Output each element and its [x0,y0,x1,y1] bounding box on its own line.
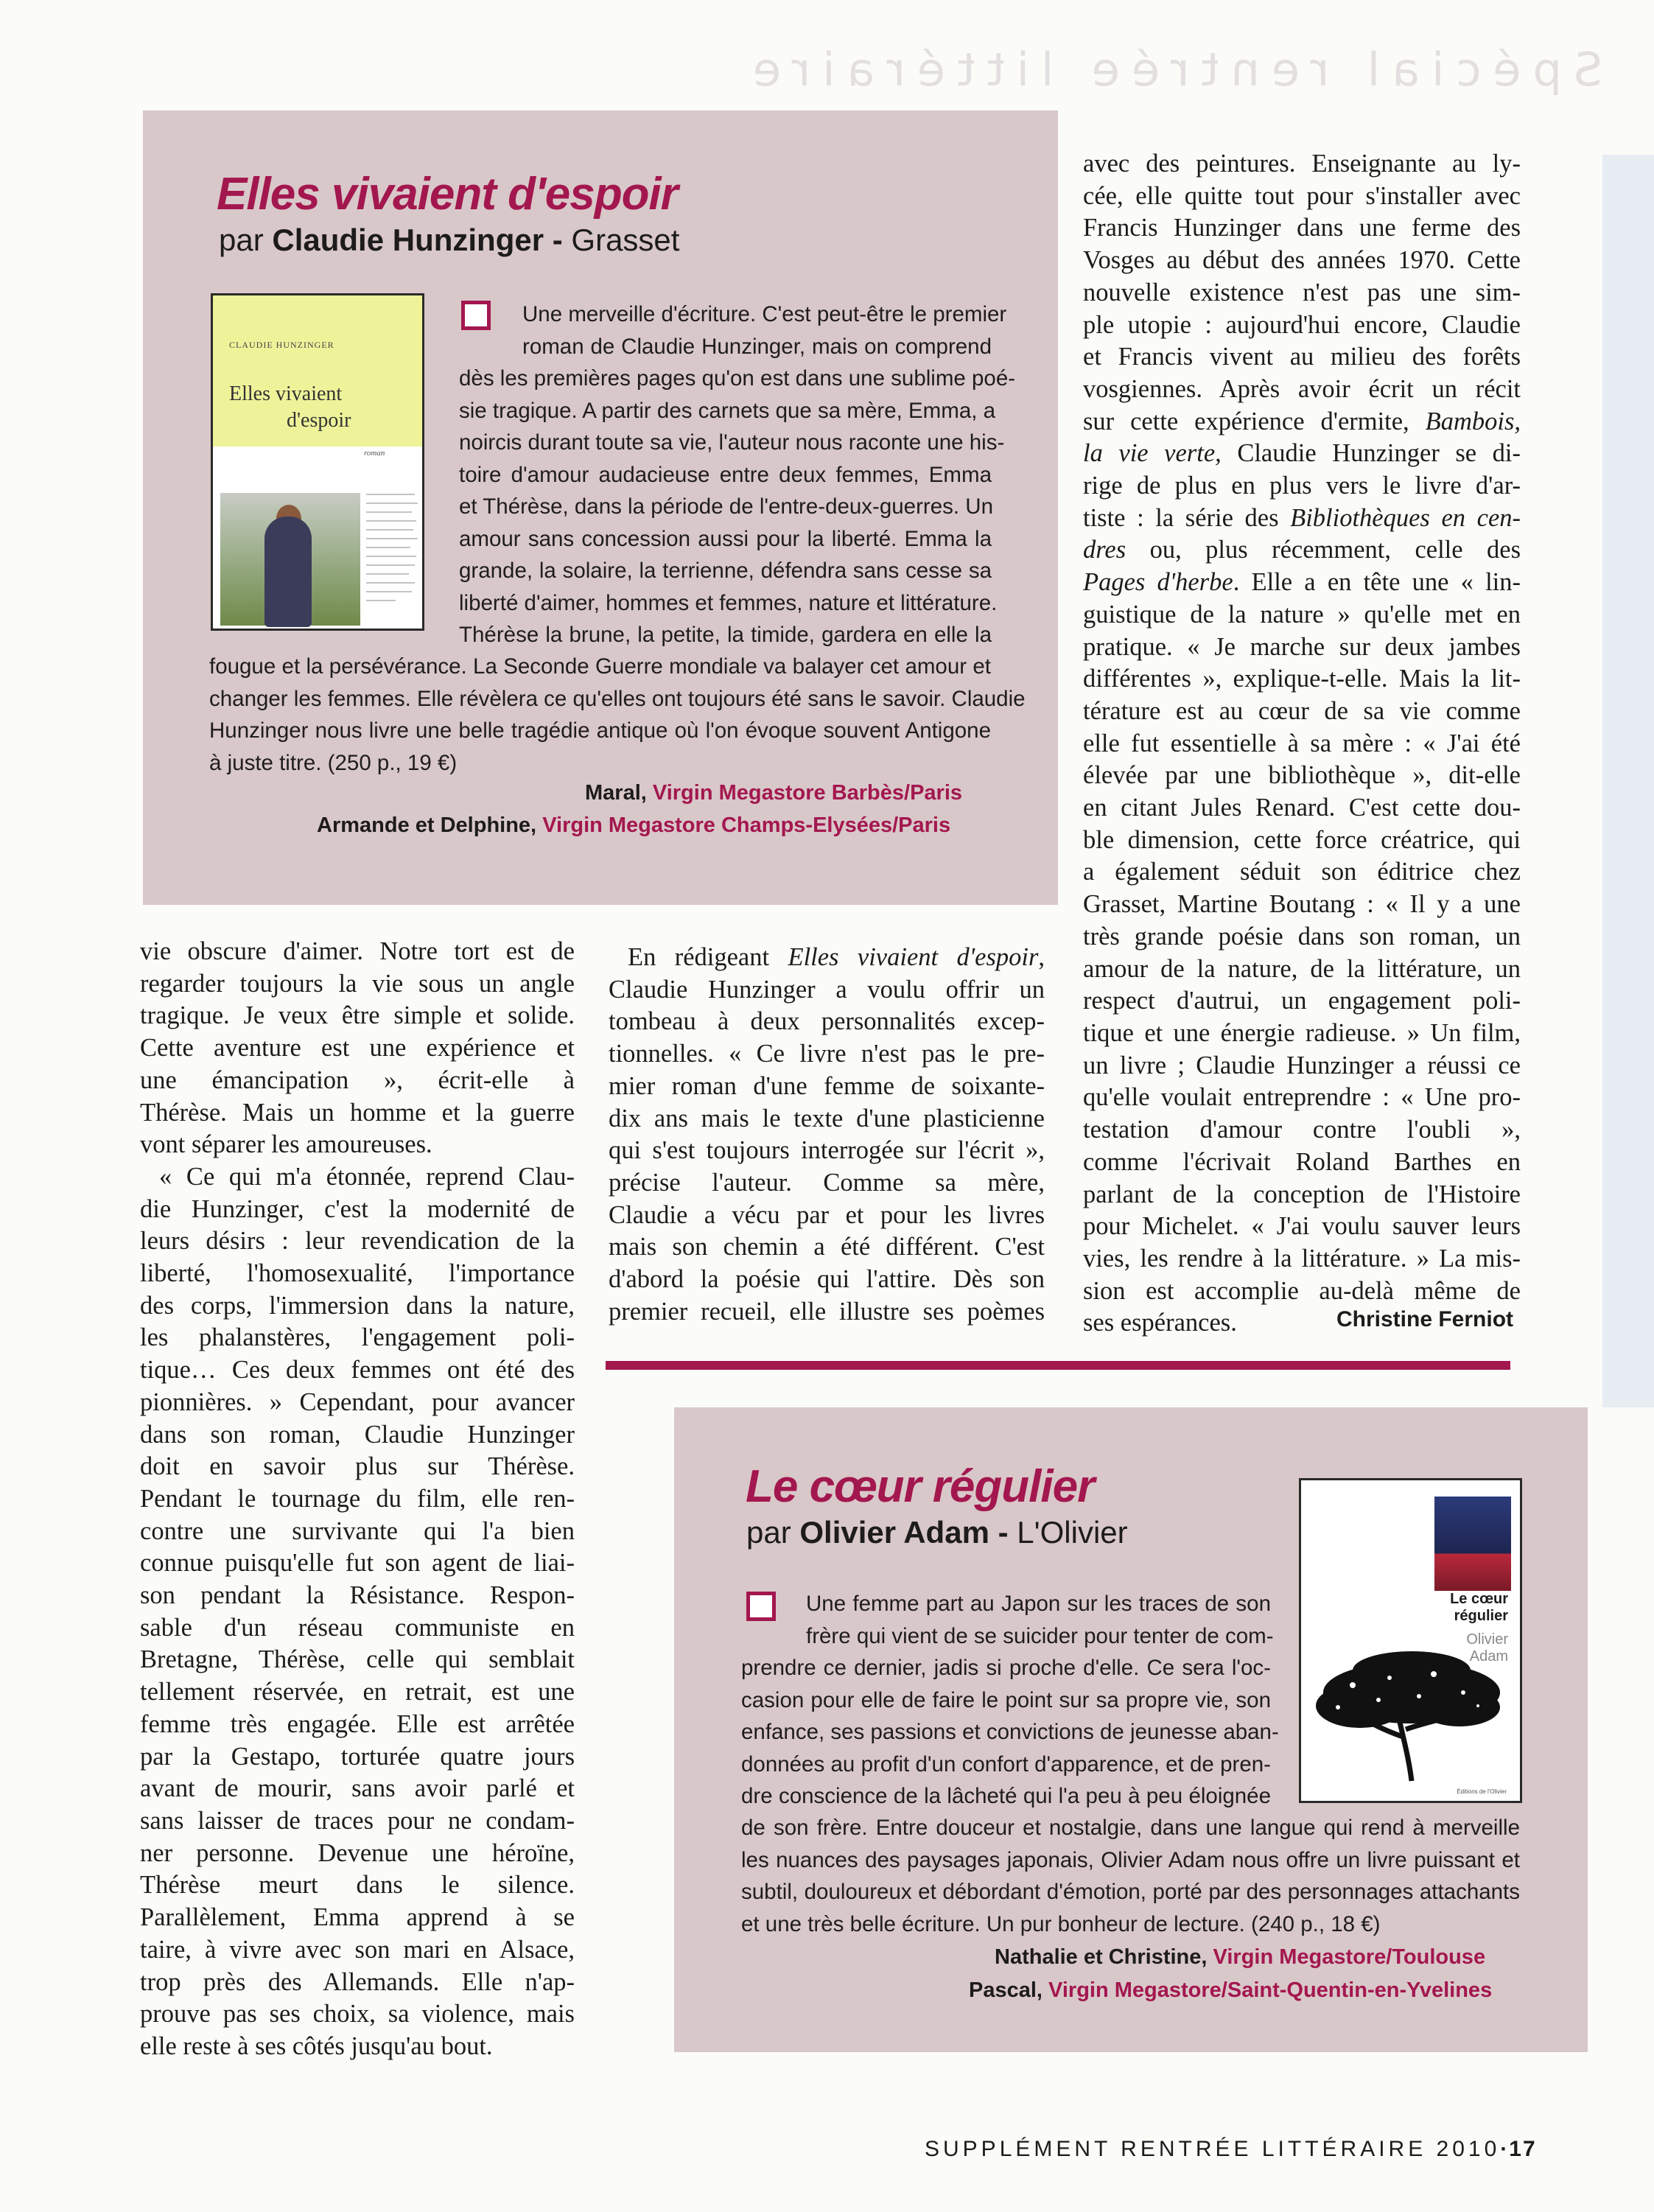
text-line: élevée par une bibliothèque », dit-elle [1083,761,1521,790]
review2-by: par [746,1515,791,1550]
review2-byline: par Olivier Adam - L'Olivier [746,1515,1128,1550]
text-line: liberté d'aimer, hommes et femmes, nature et littérature. [459,590,998,615]
review2-text-narrow [741,1588,1279,1813]
text-line: vie obscure d'aimer. Notre tort est de [140,937,575,965]
text-line: la vie verte, Claudie Hunzinger se di- [1083,439,1521,468]
text-line: tellement réservée, en retrait, est une [140,1678,575,1707]
text-line: testation d'amour contre l'oubli », [1083,1116,1521,1144]
review1-text-narrow [459,298,1016,651]
text-line: tique… Ces deux femmes ont été des [140,1356,575,1385]
review2-text-wide [741,1812,1520,1940]
text-line: Grasset, Martine Boutang : « Il y a une [1083,890,1521,919]
text-line: les phalanstères, l'engagement poli- [140,1323,575,1352]
text-line: ple utopie : aujourd'hui encore, Claudie [1083,310,1521,339]
book-cover-elles-vivaient [211,293,424,631]
text-line: fougue et la persévérance. La Seconde Guerre mondiale va balayer cet amour et [209,654,991,679]
review1-publisher: Grasset [571,223,680,257]
text-line: mais son chemin a été différent. C'est [609,1233,1045,1261]
text-line: amour de la nature, de la littérature, un [1083,954,1521,983]
text-line: tique et une énergie radieuse. » Un film, [1083,1018,1521,1047]
text-line: vosgiennes. Après avoir écrit un récit [1083,374,1521,403]
footer-separator: · [1500,2137,1510,2161]
cover2-title-line1: Le cœur [1450,1591,1508,1607]
review1-credit1-names: Maral, [585,781,647,805]
text-line: dès les premières pages qu'on est dans une sublime poé- [459,366,1016,391]
text-line: tionnelles. « Ce livre n'est pas le pre- [609,1040,1045,1068]
text-line: dans son roman, Claudie Hunzinger [140,1420,575,1449]
text-line: contre une survivante qui l'a bien [140,1516,575,1545]
text-line: d'abord la poésie qui l'attire. Dès son [609,1265,1045,1294]
text-line: sion est accomplie au-delà même de [1083,1276,1521,1305]
text-line: Thérèse la brune, la petite, la timide, gardera en elle la [459,623,992,647]
text-line: frère qui vient de se suicider pour tenter de com- [806,1623,1274,1648]
text-line: Une merveille d'écriture. C'est peut-être le premier [522,302,1007,326]
text-line: Vosges au début des années 1970. Cette [1083,246,1521,275]
text-line: son pendant la Résistance. Respon- [140,1581,575,1610]
text-line: Pages d'herbe. Elle a en tête une « lin- [1083,568,1521,597]
text-line: toire d'amour audacieuse entre deux femmes, Emma [459,462,992,487]
text-line: leurs désirs : leur revendication de la [140,1227,575,1256]
review2-author: Olivier Adam [799,1515,989,1550]
text-line: elle fut essentielle à sa mère : « J'ai été [1083,729,1521,757]
text-line: doit en savoir plus sur Thérèse. [140,1452,575,1481]
review2-title: Le cœur régulier [746,1461,1095,1512]
cover1-back-text [366,489,419,625]
cover2-author-line1: Olivier [1466,1631,1508,1648]
book-cover-le-coeur-regulier [1299,1478,1522,1803]
text-line: dres ou, plus récemment, celle des [1083,536,1521,564]
bleed-through-strip [1602,155,1654,1407]
text-line: comme l'écrivait Roland Barthes en [1083,1147,1521,1176]
review2-credit2-store: Virgin Megastore/Saint-Quentin-en-Yvelines [1048,1978,1493,2002]
text-line: prouve pas ses choix, sa violence, mais [140,2000,575,2029]
text-line: regarder toujours la vie sous un angle [140,969,575,998]
text-line: guistique de la nature » qu'elle met en [1083,600,1521,629]
text-line: elle reste à ses côtés jusqu'au bout. [140,2031,493,2060]
text-line: sur cette expérience d'ermite, Bambois, [1083,407,1521,435]
text-line: tombeau à deux personnalités excep- [609,1007,1045,1036]
text-line: a également séduit son éditrice chez [1083,858,1521,886]
text-line: casion pour elle de faire le point sur sa propre vie, son [741,1687,1271,1712]
text-line: changer les femmes. Elle révèlera ce qu'elles ont toujours été sans le savoir. Claudie [209,686,1026,711]
text-line: différentes », explique-t-elle. Mais la lit- [1083,665,1521,693]
cover1-title-line2: d'espoir [287,409,351,432]
text-line: tragique. Je veux être simple et solide. [140,1001,575,1030]
text-line: « Ce qui m'a étonnée, reprend Clau- [159,1162,575,1191]
text-line: dix ans mais le texte d'une plasticienne [609,1104,1045,1133]
text-line: tiste : la série des Bibliothèques en cen- [1083,503,1521,532]
review1-by: par [219,223,264,257]
text-line: En rédigeant Elles vivaient d'espoir, [628,943,1045,971]
text-line: vont séparer les amoureuses. [140,1130,432,1159]
review2-credit1-names: Nathalie et Christine, [995,1945,1208,1969]
text-line: ble dimension, cette force créatrice, qui [1083,825,1521,854]
text-line: sans laisser de traces pour ne condam- [140,1806,575,1835]
text-line: Thérèse meurt dans le silence. [140,1871,575,1900]
text-line: amour sans concession aussi pour la liberté. Emma la [459,526,992,551]
cover2-tree-illustration [1308,1648,1507,1788]
article-signature: Christine Ferniot [1336,1307,1514,1331]
text-line: mier roman d'une femme de soixante- [609,1071,1045,1100]
text-line: avec des peintures. Enseignante au ly- [1083,150,1521,178]
text-line: Hunzinger nous livre une belle tragédie antique où l'on évoque souvent Antigone [209,718,991,743]
text-line: et une très belle écriture. Un pur bonheur de lecture. (240 p., 18 €) [741,1911,1381,1936]
text-line: Une femme part au Japon sur les traces de son [806,1592,1271,1616]
text-line: ses espérances. [1083,1309,1237,1337]
review1-byline: par Claudie Hunzinger - Grasset [219,223,680,257]
text-line: une émancipation », écrit-elle à [140,1065,575,1094]
text-line: die Hunzinger, c'est la modernité de [140,1194,575,1223]
cover2-author-line2: Adam [1469,1648,1508,1665]
review1-credit-1 [585,781,962,805]
text-line: un livre ; Claudie Hunzinger a réussi ce [1083,1051,1521,1079]
text-line: grande, la solaire, la terrienne, défendra sans cesse sa [459,559,992,583]
text-line: taire, à vivre avec son mari en Alsace, [140,1935,575,1964]
ghost-header: Spécial rentrée littéraire [740,43,1602,97]
review1-credit1-store: Virgin Megastore Barbès/Paris [652,781,963,805]
section-divider [606,1361,1510,1370]
text-line: et Thérèse, dans la période de l'entre-deux-guerres. Un [459,494,993,519]
text-line: très grande poésie dans son roman, un [1083,922,1521,951]
text-line: pratique. « Je marche sur deux jambes [1083,632,1521,661]
review1-text-wide [209,651,1026,779]
text-line: pionnières. » Cependant, pour avancer [140,1387,575,1416]
cover1-author: CLAUDIE HUNZINGER [229,340,334,350]
cover2-photo [1434,1497,1511,1591]
text-line: Thérèse. Mais un homme et la guerre [140,1098,575,1127]
text-line: respect d'autrui, un engagement poli- [1083,987,1521,1015]
text-line: ner personne. Devenue une héroïne, [140,1838,575,1867]
footer-page-number: 17 [1509,2137,1537,2161]
text-line: subtil, douloureux et débordant d'émotion, porté par des personnages attachants [741,1880,1520,1904]
text-line: prendre ce dernier, jadis si proche d'elle. Ce sera l'oc- [741,1656,1271,1680]
article-column-left [140,936,575,2063]
text-line: térature est au cœur de sa vie comme [1083,696,1521,725]
text-line: parlant de la conception de l'Histoire [1083,1180,1521,1208]
review1-author: Claudie Hunzinger [272,223,544,257]
cover2-editor: Éditions de l'Olivier [1457,1788,1507,1795]
page-footer [925,2137,1537,2162]
text-line: premier recueil, elle illustre ses poèmes [609,1297,1045,1326]
review2-credit2-names: Pascal, [969,1978,1042,2002]
text-line: dre conscience de la lâcheté qui l'a peu à peu éloignée [741,1784,1271,1808]
review2-credit-1 [995,1945,1485,1970]
text-line: roman de Claudie Hunzinger, mais on comprend [522,334,992,359]
text-line: des corps, l'immersion dans la nature, [140,1291,575,1320]
text-line: à juste titre. (250 p., 19 €) [209,750,458,775]
text-line: avant de mourir, sans avoir parlé et [140,1774,575,1803]
review1-credit-2 [317,813,950,838]
text-line: trop près des Allemands. Elle n'ap- [140,1967,575,1996]
review2-credit1-store: Virgin Megastore/Toulouse [1213,1945,1486,1969]
text-line: les nuances des paysages japonais, Olivier Adam nous offre un livre puissant et [741,1847,1520,1872]
text-line: données au profit d'un confort d'apparence, et de pren- [741,1751,1271,1777]
text-line: et Francis vivent au milieu des forêts [1083,343,1521,371]
text-line: en citant Jules Renard. C'est cette dou- [1083,794,1521,822]
text-line: rige de plus en plus vers le livre d'ar- [1083,472,1521,500]
footer-text: SUPPLÉMENT RENTRÉE LITTÉRAIRE 2010 [925,2137,1501,2161]
cover1-genre: roman [364,449,385,458]
text-line: sie tragique. A partir des carnets que sa mère, Emma, a [459,398,996,423]
text-line: noircis durant toute sa vie, l'auteur nous raconte une his- [459,430,1005,455]
text-line: par la Gestapo, torturée quatre jours [140,1742,575,1771]
text-line: connue puisqu'elle fut son agent de liai- [140,1549,575,1578]
text-line: Pendant le tournage du film, elle ren- [140,1484,575,1513]
text-line: précise l'auteur. Comme sa mère, [609,1168,1045,1197]
text-line: qui s'est toujours interrogée sur l'écrit », [609,1136,1045,1165]
text-line: pour Michelet. « J'ai voulu sauver leurs [1083,1212,1521,1241]
text-line: enfance, ses passions et convictions de jeunesse aban- [741,1720,1279,1744]
review2-publisher: L'Olivier [1017,1515,1128,1550]
text-line: femme très engagée. Elle est arrêtée [140,1709,575,1738]
cover2-title-line2: régulier [1454,1608,1508,1624]
article-column-middle [609,942,1045,1328]
text-line: de son frère. Entre douceur et nostalgie, dans une langue qui rend à merveille [741,1816,1520,1840]
text-line: qu'elle voulait entreprendre : « Une pro- [1083,1083,1521,1112]
review1-credit2-store: Virgin Megastore Champs-Elysées/Paris [542,813,951,837]
text-line: liberté, l'homosexualité, l'importance [140,1259,575,1288]
text-line: nouvelle existence n'est pas une sim- [1083,278,1521,307]
text-line: Cette aventure est une expérience et [140,1034,575,1063]
text-line: sable d'un réseau communiste en [140,1613,575,1642]
text-line: Claudie a vécu par et pour les livres [609,1200,1045,1229]
text-line: Francis Hunzinger dans une ferme des [1083,214,1521,242]
text-line: Claudie Hunzinger a voulu offrir un [609,975,1045,1004]
text-line: vies, les rendre à la littérature. » La mis- [1083,1244,1521,1273]
article-column-right [1083,148,1521,1340]
cover1-title-line1: Elles vivaient [229,382,343,405]
text-line: Bretagne, Thérèse, celle qui semblait [140,1645,575,1674]
review1-title: Elles vivaient d'espoir [217,169,678,220]
review2-credit-2 [969,1978,1492,2003]
text-line: Parallèlement, Emma apprend à se [140,1903,575,1932]
review1-credit2-names: Armande et Delphine, [317,813,537,837]
text-line: cée, elle quitte tout pour s'installer avec [1083,181,1521,210]
